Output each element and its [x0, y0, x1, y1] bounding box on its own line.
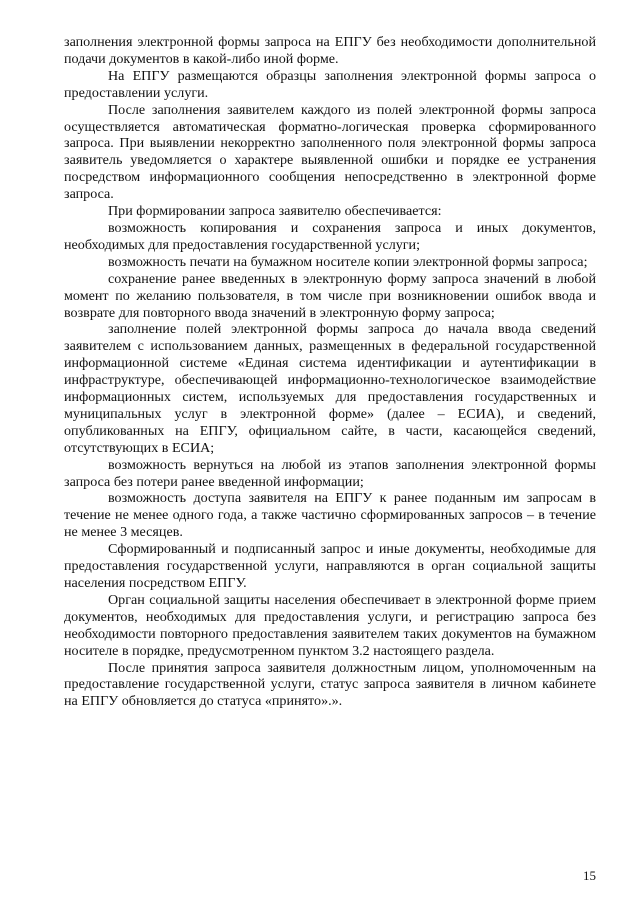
page-number: 15	[583, 868, 596, 883]
paragraph: возможность доступа заявителя на ЕПГУ к ранее поданным им запросам в течение не менее одного года, а также частично сформированных запросов – в течение не менее 3 месяцев.	[64, 490, 596, 541]
paragraph: возможность копирования и сохранения запроса и иных документов, необходимых для предоставления государственной услуги;	[64, 219, 596, 253]
paragraph: заполнение полей электронной формы запроса до начала ввода сведений заявителем с использованием данных, размещенных в федеральной государственной информационной системе «Единая система идентификации и аутентификации в инфраструктуре, обеспечивающей информационно-технологическое взаимодействие информационных систем, используемых для предоставления государственных и муниципальных услуг в электронной форме» (далее – ЕСИА), и сведений, опубликованных на ЕПГУ, официальном сайте, в части, касающейся сведений, отсутствующих в ЕСИА;	[64, 321, 596, 456]
paragraph: возможность печати на бумажном носителе копии электронной формы запроса;	[108, 253, 588, 270]
paragraph: возможность вернуться на любой из этапов заполнения электронной формы запроса без потери ранее введенной информации;	[64, 456, 596, 490]
paragraph: заполнения электронной формы запроса на ЕПГУ без необходимости дополнительной подачи документов в какой-либо иной форме.	[64, 34, 596, 67]
paragraph: Сформированный и подписанный запрос и иные документы, необходимые для предоставления государственной услуги, направляются в орган социальной защиты населения посредством ЕПГУ.	[64, 541, 596, 591]
paragraph: сохранение ранее введенных в электронную форму запроса значений в любой момент по желанию пользователя, в том числе при возникновении ошибок ввода и возврате для повторного ввода значений в электронную форму запроса;	[64, 270, 596, 321]
paragraph: При формировании запроса заявителю обеспечивается:	[108, 203, 442, 220]
paragraph: На ЕПГУ размещаются образцы заполнения электронной формы запроса о предоставлении услуги.	[64, 67, 596, 101]
paragraph: После принятия запроса заявителя должностным лицом, уполномоченным на предоставление государственной услуги, статус запроса заявителя в личном кабинете на ЕПГУ обновляется до статуса «принято».».	[64, 659, 596, 710]
paragraph: Орган социальной защиты населения обеспечивает в электронной форме прием документов, необходимых для предоставления услуги, и регистрацию запроса без необходимости повторного предоставления заявителем таких документов на бумажном носителе в порядке, предусмотренном пунктом 3.2 настоящего раздела.	[64, 591, 596, 659]
document-page	[64, 34, 596, 710]
paragraph: После заполнения заявителем каждого из полей электронной формы запроса осуществляется автоматическая форматно-логическая проверка сформированного запроса. При выявлении некорректно заполненного поля электронной формы запроса заявитель уведомляется о характере выявленной ошибки и порядке ее устранения посредством информационного сообщения непосредственно в электронной форме запроса.	[64, 101, 596, 203]
